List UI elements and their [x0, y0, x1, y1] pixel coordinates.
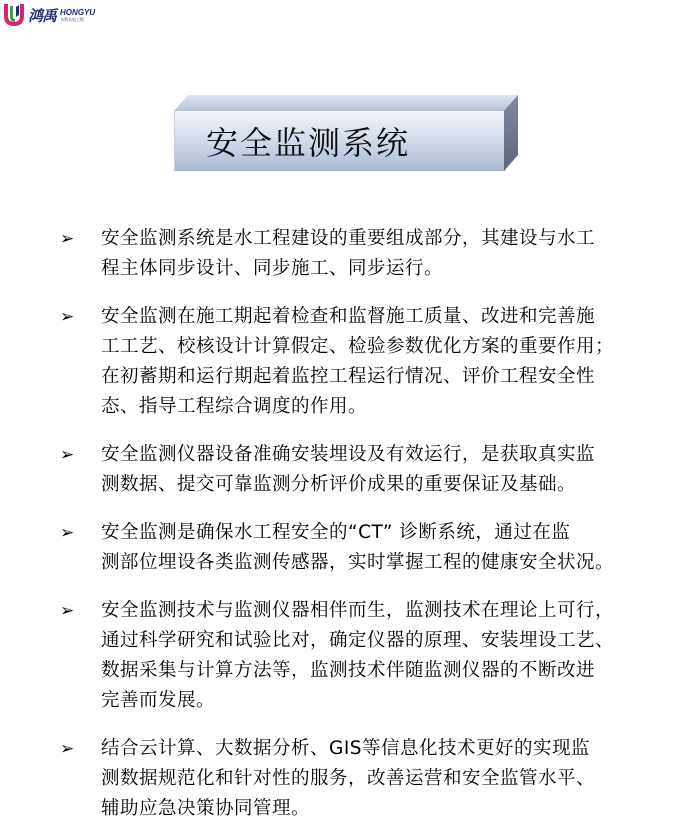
bullet-text-line: 工工艺、校核设计计算假定、检验参数优化方案的重要作用； [101, 336, 615, 357]
bullet-text-line: 安全监测是确保水工程安全的“CT” 诊断系统，通过在监 [101, 522, 571, 543]
bullet-text-line: 辅助应急决策协同管理。 [101, 798, 311, 819]
title-banner-top-face [174, 95, 518, 111]
arrow-bullet-icon: ➢ [60, 523, 75, 543]
bullet-item [60, 224, 670, 284]
bullet-text-line: 测部位埋设各类监测传感器，实时掌握工程的健康安全状况。 [101, 552, 615, 573]
bullet-item [60, 596, 670, 716]
bullet-text-line: 完善而发展。 [101, 690, 216, 711]
bullet-list [60, 224, 670, 824]
bullet-text-line: 测数据规范化和针对性的服务，改善运营和安全监管水平、 [101, 768, 596, 789]
arrow-bullet-icon: ➢ [60, 229, 75, 249]
bullet-item [60, 302, 670, 422]
logo-mark-icon [2, 2, 26, 28]
bullet-text-line: 程主体同步设计、同步施工、同步运行。 [101, 258, 444, 279]
arrow-bullet-icon: ➢ [60, 739, 75, 759]
bullet-text-line: 通过科学研究和试验比对，确定仪器的原理、安装埋设工艺、 [101, 630, 615, 651]
bullet-text-line: 数据采集与计算方法等，监测技术伴随监测仪器的不断改进 [101, 660, 596, 681]
bullet-text-line: 安全监测仪器设备准确安装埋设及有效运行，是获取真实监 [101, 444, 596, 465]
arrow-bullet-icon: ➢ [60, 445, 75, 465]
logo-english-name: HONGYU [60, 7, 96, 17]
logo-chinese-name: 鸿禹 [28, 6, 57, 25]
bullet-item [60, 734, 670, 824]
logo-tagline: 水利水电工程 [60, 16, 85, 22]
bullet-item [60, 440, 670, 500]
bullet-text-line: 在初蓄期和运行期起着监控工程运行情况、评价工程安全性 [101, 366, 596, 387]
bullet-text-line: 安全监测技术与监测仪器相伴而生，监测技术在理论上可行， [101, 600, 615, 621]
arrow-bullet-icon: ➢ [60, 307, 75, 327]
company-logo [2, 2, 95, 28]
bullet-text-line: 安全监测系统是水工程建设的重要组成部分，其建设与水工 [101, 228, 596, 249]
bullet-text-line: 结合云计算、大数据分析、GIS等信息化技术更好的实现监 [101, 738, 591, 759]
title-banner [170, 95, 518, 175]
bullet-item [60, 518, 670, 578]
bullet-text-line: 测数据、提交可靠监测分析评价成果的重要保证及基础。 [101, 474, 577, 495]
arrow-bullet-icon: ➢ [60, 601, 75, 621]
bullet-text-line: 态、指导工程综合调度的作用。 [101, 396, 368, 417]
page-title: 安全监测系统 [206, 124, 411, 162]
bullet-text-line: 安全监测在施工期起着检查和监督施工质量、改进和完善施 [101, 306, 596, 327]
